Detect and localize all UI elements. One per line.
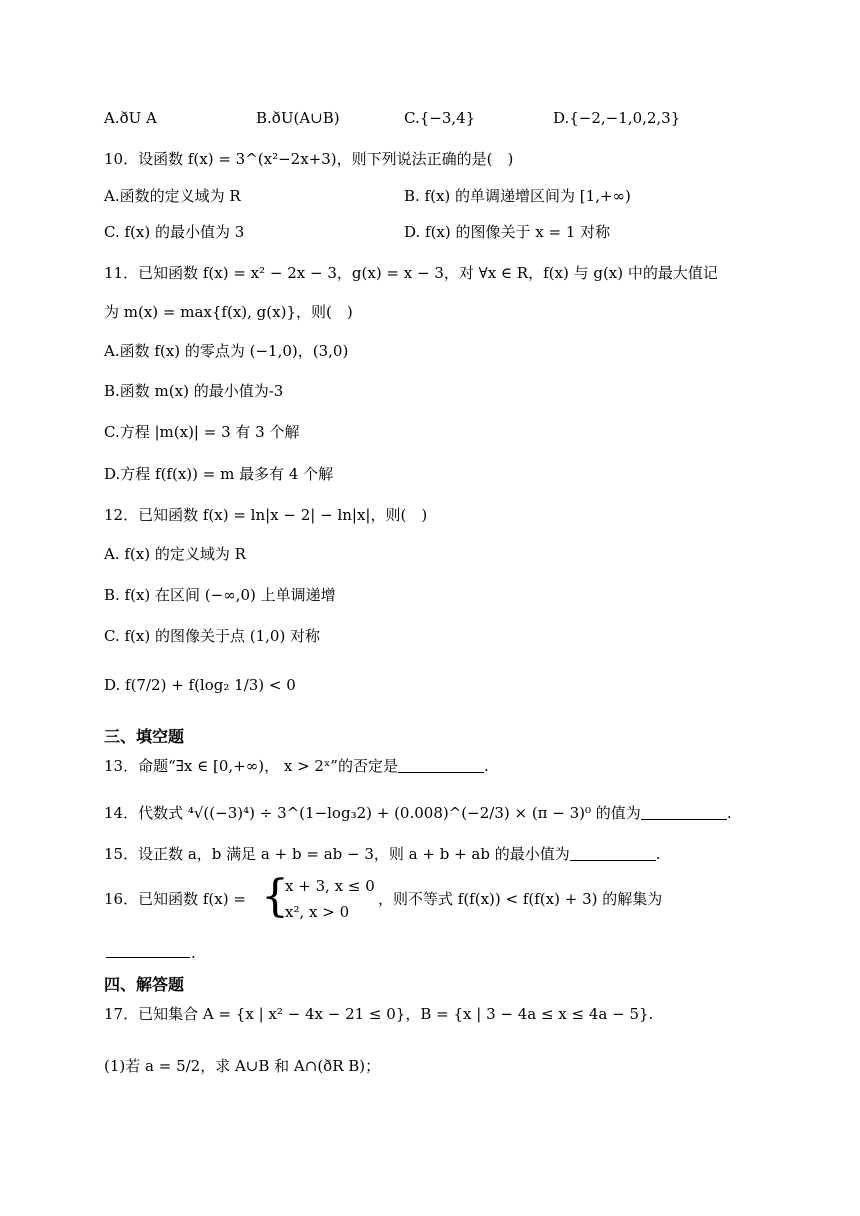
q11-stem-line2: 为 m(x) = max{f(x), g(x)}，则( ): [104, 303, 353, 321]
q12-stem: 12．已知函数 f(x) = ln|x − 2| − ln|x|，则( ): [104, 506, 428, 524]
q16-text-rest: ，则不等式 f(f(x)) < f(f(x) + 3) 的解集为: [378, 890, 663, 908]
q15-answer-blank: [570, 846, 656, 861]
q10-option-b: B. f(x) 的单调递增区间为 [1,+∞): [404, 187, 631, 205]
q16-case-2: x², x > 0: [285, 903, 350, 921]
q9-option-a: A.ðU A: [104, 109, 157, 127]
q13: [104, 756, 489, 776]
q14-end: .: [726, 804, 732, 822]
section-heading-fill-in: 三、填空题: [104, 727, 185, 746]
q11-option-c: C.方程 |m(x)| = 3 有 3 个解: [104, 423, 300, 441]
q13-text: 13．命题“∃x ∈ [0,+∞)， x > 2ˣ”的否定是: [104, 757, 398, 775]
q17-part-1: (1)若 a = 5/2，求 A∪B 和 A∩(ðR B)；: [104, 1057, 381, 1075]
q10-option-d: D. f(x) 的图像关于 x = 1 对称: [404, 223, 611, 241]
q13-end: .: [483, 757, 489, 775]
q11-option-d: D.方程 f(f(x)) = m 最多有 4 个解: [104, 465, 334, 483]
q16-end: .: [191, 944, 196, 962]
q14: [104, 803, 732, 823]
q15-text: 15．设正数 a，b 满足 a + b = ab − 3，则 a + b + ab 的最小值为: [104, 845, 570, 863]
q12-option-d: D. f(7/2) + f(log₂ 1/3) < 0: [104, 676, 296, 694]
q11-option-b: B.函数 m(x) 的最小值为-3: [104, 382, 284, 400]
q16-case-1: x + 3, x ≤ 0: [285, 877, 375, 895]
q16-piecewise-brace: {: [261, 871, 289, 922]
q12-option-b: B. f(x) 在区间 (−∞,0) 上单调递增: [104, 586, 336, 604]
q15-end: .: [655, 845, 661, 863]
q9-option-c: C.{−3,4}: [404, 109, 476, 127]
q16-text-lead: 16．已知函数 f(x) =: [104, 890, 246, 908]
q10-option-c: C. f(x) 的最小值为 3: [104, 223, 245, 241]
q14-answer-blank: [641, 805, 727, 820]
q11-stem-line1: 11．已知函数 f(x) = x² − 2x − 3，g(x) = x − 3，对 ∀x ∈ R，f(x) 与 g(x) 中的最大值记: [104, 264, 718, 282]
q9-option-b: B.ðU(A∪B): [256, 109, 340, 127]
section-heading-solutions: 四、解答题: [104, 975, 185, 994]
q10-stem: 10．设函数 f(x) = 3^(x²−2x+3)，则下列说法正确的是( ): [104, 150, 514, 168]
q9-option-d: D.{−2,−1,0,2,3}: [553, 109, 681, 127]
q17-stem: 17．已知集合 A = {x | x² − 4x − 21 ≤ 0}，B = {x | 3 − 4a ≤ x ≤ 4a − 5}.: [104, 1005, 654, 1023]
q15: [104, 844, 661, 864]
q16-answer-blank: [106, 956, 190, 958]
q12-option-a: A. f(x) 的定义域为 R: [104, 545, 246, 563]
q11-option-a: A.函数 f(x) 的零点为 (−1,0)，(3,0): [104, 342, 349, 360]
q10-option-a: A.函数的定义域为 R: [104, 187, 241, 205]
q14-text: 14．代数式 ⁴√((−3)⁴) ÷ 3^(1−log₃2) + (0.008)^(−2/3) × (π − 3)⁰ 的值为: [104, 804, 641, 822]
q13-answer-blank: [398, 758, 484, 773]
q12-option-c: C. f(x) 的图像关于点 (1,0) 对称: [104, 627, 321, 645]
